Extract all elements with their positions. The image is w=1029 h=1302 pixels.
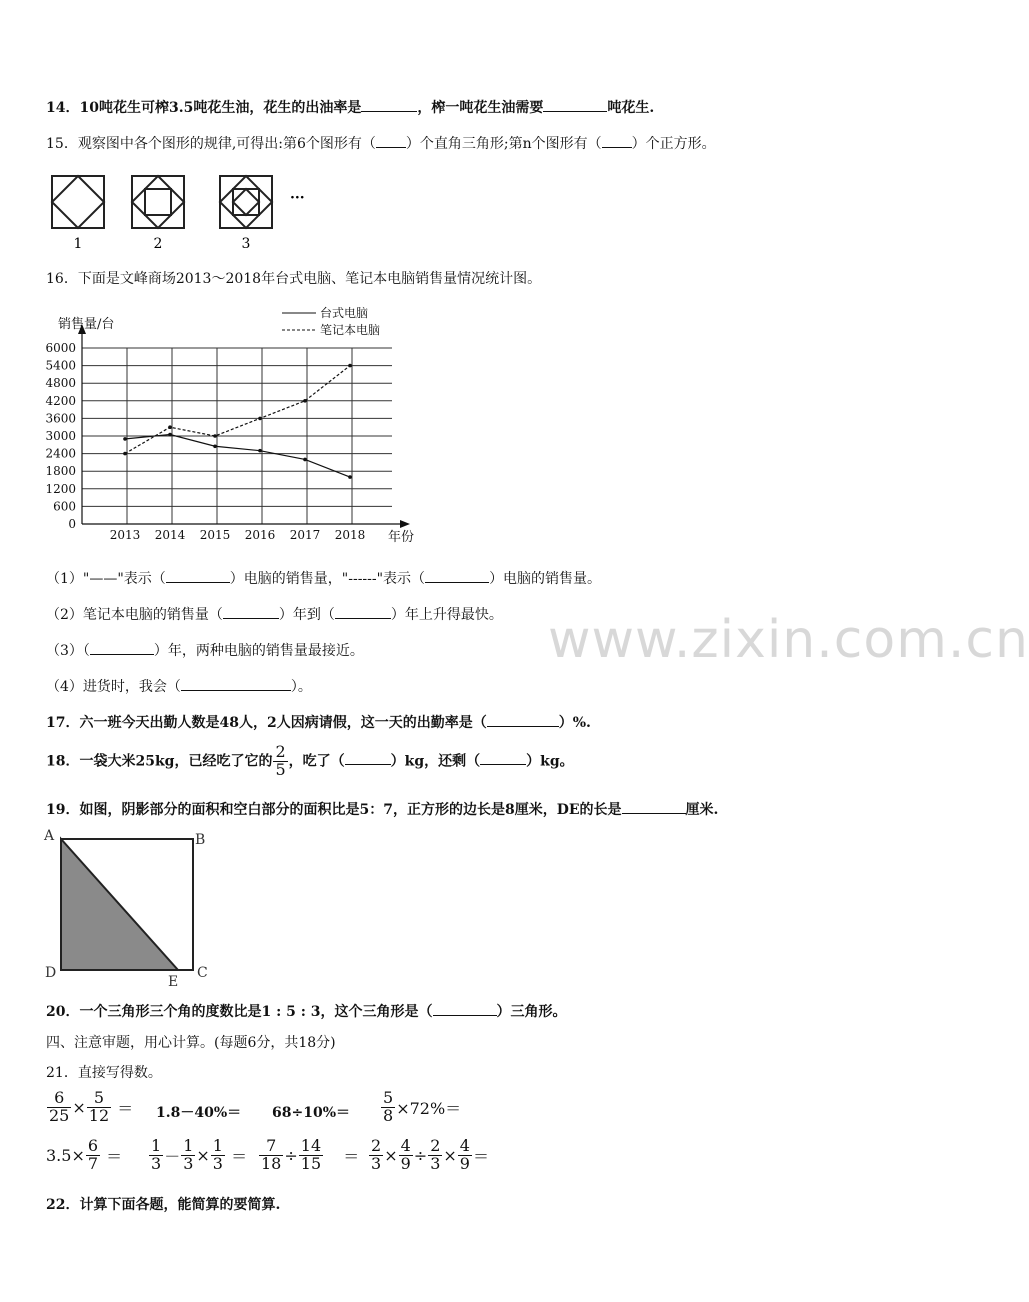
q14-blank-1[interactable] [361,99,417,112]
q19-number: 19． [46,802,80,818]
q16-sub3-blank[interactable] [90,642,154,655]
r2b-num-3: 1 [212,1136,223,1155]
data-point-s0-2014 [168,433,172,437]
question-17 [46,712,591,732]
q18-text-c: ）kg，还剩（ [390,753,481,770]
r2c-den-2: 15 [300,1153,322,1173]
q16-sub2-blank-1[interactable] [223,606,279,619]
r2b-den-3: 3 [212,1153,223,1173]
q19-blank[interactable] [622,801,686,814]
data-point-s1-2016 [258,417,262,421]
x-tick-label-2016: 2016 [244,528,276,542]
q16-sub4-blank[interactable] [181,678,291,691]
legend-label-1: 笔记本电脑 [320,323,381,337]
q15-text-a: 观察图中各个图形的规律,可得出:第6个图形有（ [77,136,376,152]
q18-number: 18． [46,753,80,770]
x-axis-label: 年份 [388,530,415,545]
r2d-num-3: 2 [430,1136,441,1155]
q19-text-b: 厘米. [685,802,719,818]
q16-sub-2 [46,604,503,624]
label-b: B [195,832,206,848]
r1d-num: 5 [383,1088,394,1107]
calc-r1-b: 1.8－40%＝ [156,1105,242,1121]
r2c-op: ÷ [284,1145,298,1165]
y-tick-label-3: 1800 [45,464,76,479]
data-point-s0-2018 [348,475,352,479]
q15-number: 15． [46,136,78,152]
q18-frac-numerator: 2 [275,742,286,761]
y-tick-label-4: 2400 [45,446,76,461]
q15-text-c: ）个正方形。 [631,136,716,152]
shaded-triangle [61,839,178,970]
data-point-s1-2017 [303,399,307,403]
watermark: www.zixin.com.cn [548,610,1029,670]
q22-text: 计算下面各题，能简算的要简算. [79,1197,281,1213]
r2b-den-1: 3 [151,1153,162,1173]
x-tick-label-2015: 2015 [199,528,231,542]
r2d-eq: ＝ [472,1146,489,1166]
y-tick-label-0: 0 [68,517,76,531]
r2d-den-1: 3 [371,1153,382,1173]
figure-label-2: 2 [153,236,163,252]
r2b-den-2: 3 [183,1153,194,1173]
y-tick-label-5: 3000 [45,429,76,443]
r2d-den-4: 9 [459,1153,470,1173]
q17-number: 17． [46,715,80,731]
calc-r2-b [148,1138,247,1173]
question-21 [46,1062,162,1082]
q16-sub2-blank-2[interactable] [335,606,391,619]
r1d-den: 8 [383,1105,394,1125]
figure-label-1: 1 [73,236,83,252]
r1a-den-1: 25 [49,1105,70,1125]
q16-sub1-blank-2[interactable] [425,570,489,583]
r2b-num-1: 1 [151,1136,162,1155]
r2d-num-2: 4 [400,1136,411,1155]
q14-text-b: ，榨一吨花生油需要 [417,100,544,116]
q16-sub2-text-c: ）年上升得最快。 [390,607,503,623]
section-4-heading: 四、注意审题，用心计算。(每题6分，共18分) [46,1035,336,1051]
q16-sub1-text-b: ）电脑的销售量，"------"表示（ [229,571,426,587]
series-line-0 [125,435,350,478]
q18-text-a: 一袋大米25kg，已经吃了它的 [79,753,273,770]
x-tick-label-2014: 2014 [154,528,186,542]
q15-text-b: ）个直角三角形;第n个图形有（ [405,136,602,152]
q16-sub2-text-b: ）年到（ [278,607,335,623]
q16-sub3-text-a: （3）（ [46,643,90,659]
r2d-op-1: × [384,1145,398,1165]
q18-frac-denominator: 5 [275,759,286,779]
r1a-num-2: 5 [87,1090,111,1108]
label-c: C [197,965,208,981]
q14-text-a: 10吨花生可榨3.5吨花生油，花生的出油率是 [79,100,362,116]
q20-text-b: ）三角形。 [496,1004,567,1020]
question-14 [46,97,654,117]
q16-sub4-text-b: ）。 [290,679,312,695]
label-a: A [44,828,55,844]
data-point-s0-2016 [258,449,262,453]
q16-sub1-text-a: （1）"——"表示（ [46,571,166,587]
calc-r2-a [46,1138,122,1173]
r1a-num-1: 6 [47,1090,71,1108]
r2d-den-3: 3 [430,1153,441,1173]
legend-label-0: 台式电脑 [320,306,369,320]
q19-square-figure [40,826,220,990]
figure-label-3: 3 [241,236,251,252]
sales-line-chart [40,298,440,550]
calc-r1-c: 68÷10%＝ [272,1105,350,1121]
r2c-num-2: 14 [300,1136,322,1155]
q15-blank-1[interactable] [376,135,406,148]
r2d-num-4: 4 [459,1136,470,1155]
q17-text-b: ）%. [558,715,591,731]
q16-text: 下面是文峰商场2013～2018年台式电脑、笔记本电脑销售量情况统计图。 [77,271,542,287]
series-line-1 [125,366,350,454]
y-tick-label-10: 6000 [45,341,76,355]
q14-blank-2[interactable] [543,99,607,112]
r2b-num-2: 1 [183,1136,194,1155]
q17-text-a: 六一班今天出勤人数是48人，2人因病请假，这一天的出勤率是（ [79,715,487,731]
q16-sub-4 [46,676,312,696]
r2d-op-2: ÷ [413,1145,428,1165]
r1a-op: × [72,1097,86,1117]
x-tick-label-2013: 2013 [109,528,141,542]
label-e: E [168,974,179,990]
r2b-eq: ＝ [231,1146,248,1166]
y-tick-label-9: 5400 [45,358,76,373]
data-point-s1-2015 [213,434,217,438]
r1d-rest: ×72%＝ [396,1098,462,1118]
q18-fraction [273,744,287,779]
q16-sub-3 [46,640,364,660]
q20-text-a: 一个三角形三个角的度数比是1 : 5 : 3，这个三角形是（ [79,1004,433,1020]
q16-sub4-text-a: （4）进货时，我会（ [46,679,181,695]
data-point-s1-2013 [123,452,127,456]
r2b-op-2: × [196,1145,210,1165]
y-tick-label-2: 1200 [45,481,76,496]
r1a-eq: ＝ [117,1098,134,1118]
r2a-num: 6 [87,1136,99,1155]
calc-r1-d [380,1090,461,1125]
r2a-eq: ＝ [106,1146,123,1166]
r2d-num-1: 2 [371,1136,382,1155]
q16-sub3-text-b: ）年，两种电脑的销售量最接近。 [153,643,364,659]
calc-r2-c [258,1138,359,1173]
r1a-den-2: 12 [88,1105,110,1125]
question-18 [46,744,574,779]
q19-text-a: 如图，阴影部分的面积和空白部分的面积比是5：7，正方形的边长是8厘米，DE的长是 [79,802,622,818]
q14-number: 14． [46,100,80,116]
question-19 [46,799,718,819]
q21-number: 21． [46,1065,78,1081]
r2b-op-1: － [164,1146,181,1166]
data-point-s0-2017 [303,458,307,462]
data-point-s0-2013 [123,437,127,441]
q16-number: 16． [46,271,78,287]
label-d: D [45,965,57,981]
data-point-s0-2015 [213,444,217,448]
r2a-pre: 3.5× [46,1145,85,1165]
q18-text-b: ，吃了（ [288,753,345,770]
q21-text: 直接写得数。 [77,1065,162,1081]
pattern-figure-2 [132,176,184,228]
q16-sub1-text-c: ）电脑的销售量。 [489,571,602,587]
y-tick-label-6: 3600 [45,411,76,426]
x-tick-label-2018: 2018 [334,528,366,542]
q16-sub2-text-a: （2）笔记本电脑的销售量（ [46,607,223,623]
r2c-den-1: 18 [261,1153,282,1173]
q15-blank-2[interactable] [602,135,632,148]
q20-number: 20． [46,1004,80,1020]
y-axis-label: 销售量/台 [58,317,115,332]
q22-number: 22． [46,1197,80,1213]
q16-sub1-blank-1[interactable] [166,570,230,583]
question-16 [46,268,541,288]
calc-r1-a [46,1090,133,1125]
r2a-den: 7 [87,1153,99,1173]
q16-sub-1 [46,568,601,588]
calc-r2-d [368,1138,489,1173]
data-point-s1-2018 [348,364,352,368]
pattern-figure-1 [52,176,104,228]
x-axis-arrow [400,520,410,528]
pattern-figure-3 [220,176,272,228]
r2c-num-1: 7 [259,1138,283,1156]
q15-pattern-figures [46,170,326,256]
r2d-den-2: 9 [400,1153,411,1173]
q18-blank-1[interactable] [345,752,391,765]
q20-blank[interactable] [433,1003,497,1016]
q14-text-c: 吨花生. [607,100,655,116]
q18-blank-2[interactable] [480,752,526,765]
question-22 [46,1194,280,1214]
r2d-op-3: × [443,1145,457,1165]
q17-blank[interactable] [487,714,559,727]
question-20 [46,1001,567,1021]
x-tick-label-2017: 2017 [289,528,321,542]
y-tick-label-1: 600 [53,499,76,514]
question-15 [46,133,716,153]
y-tick-label-8: 4800 [45,376,76,391]
q18-text-d: ）kg。 [526,753,574,770]
data-point-s1-2014 [168,425,172,429]
r2c-eq: ＝ [343,1146,360,1166]
figure-ellipsis: ··· [290,190,305,206]
y-tick-label-7: 4200 [45,393,76,408]
